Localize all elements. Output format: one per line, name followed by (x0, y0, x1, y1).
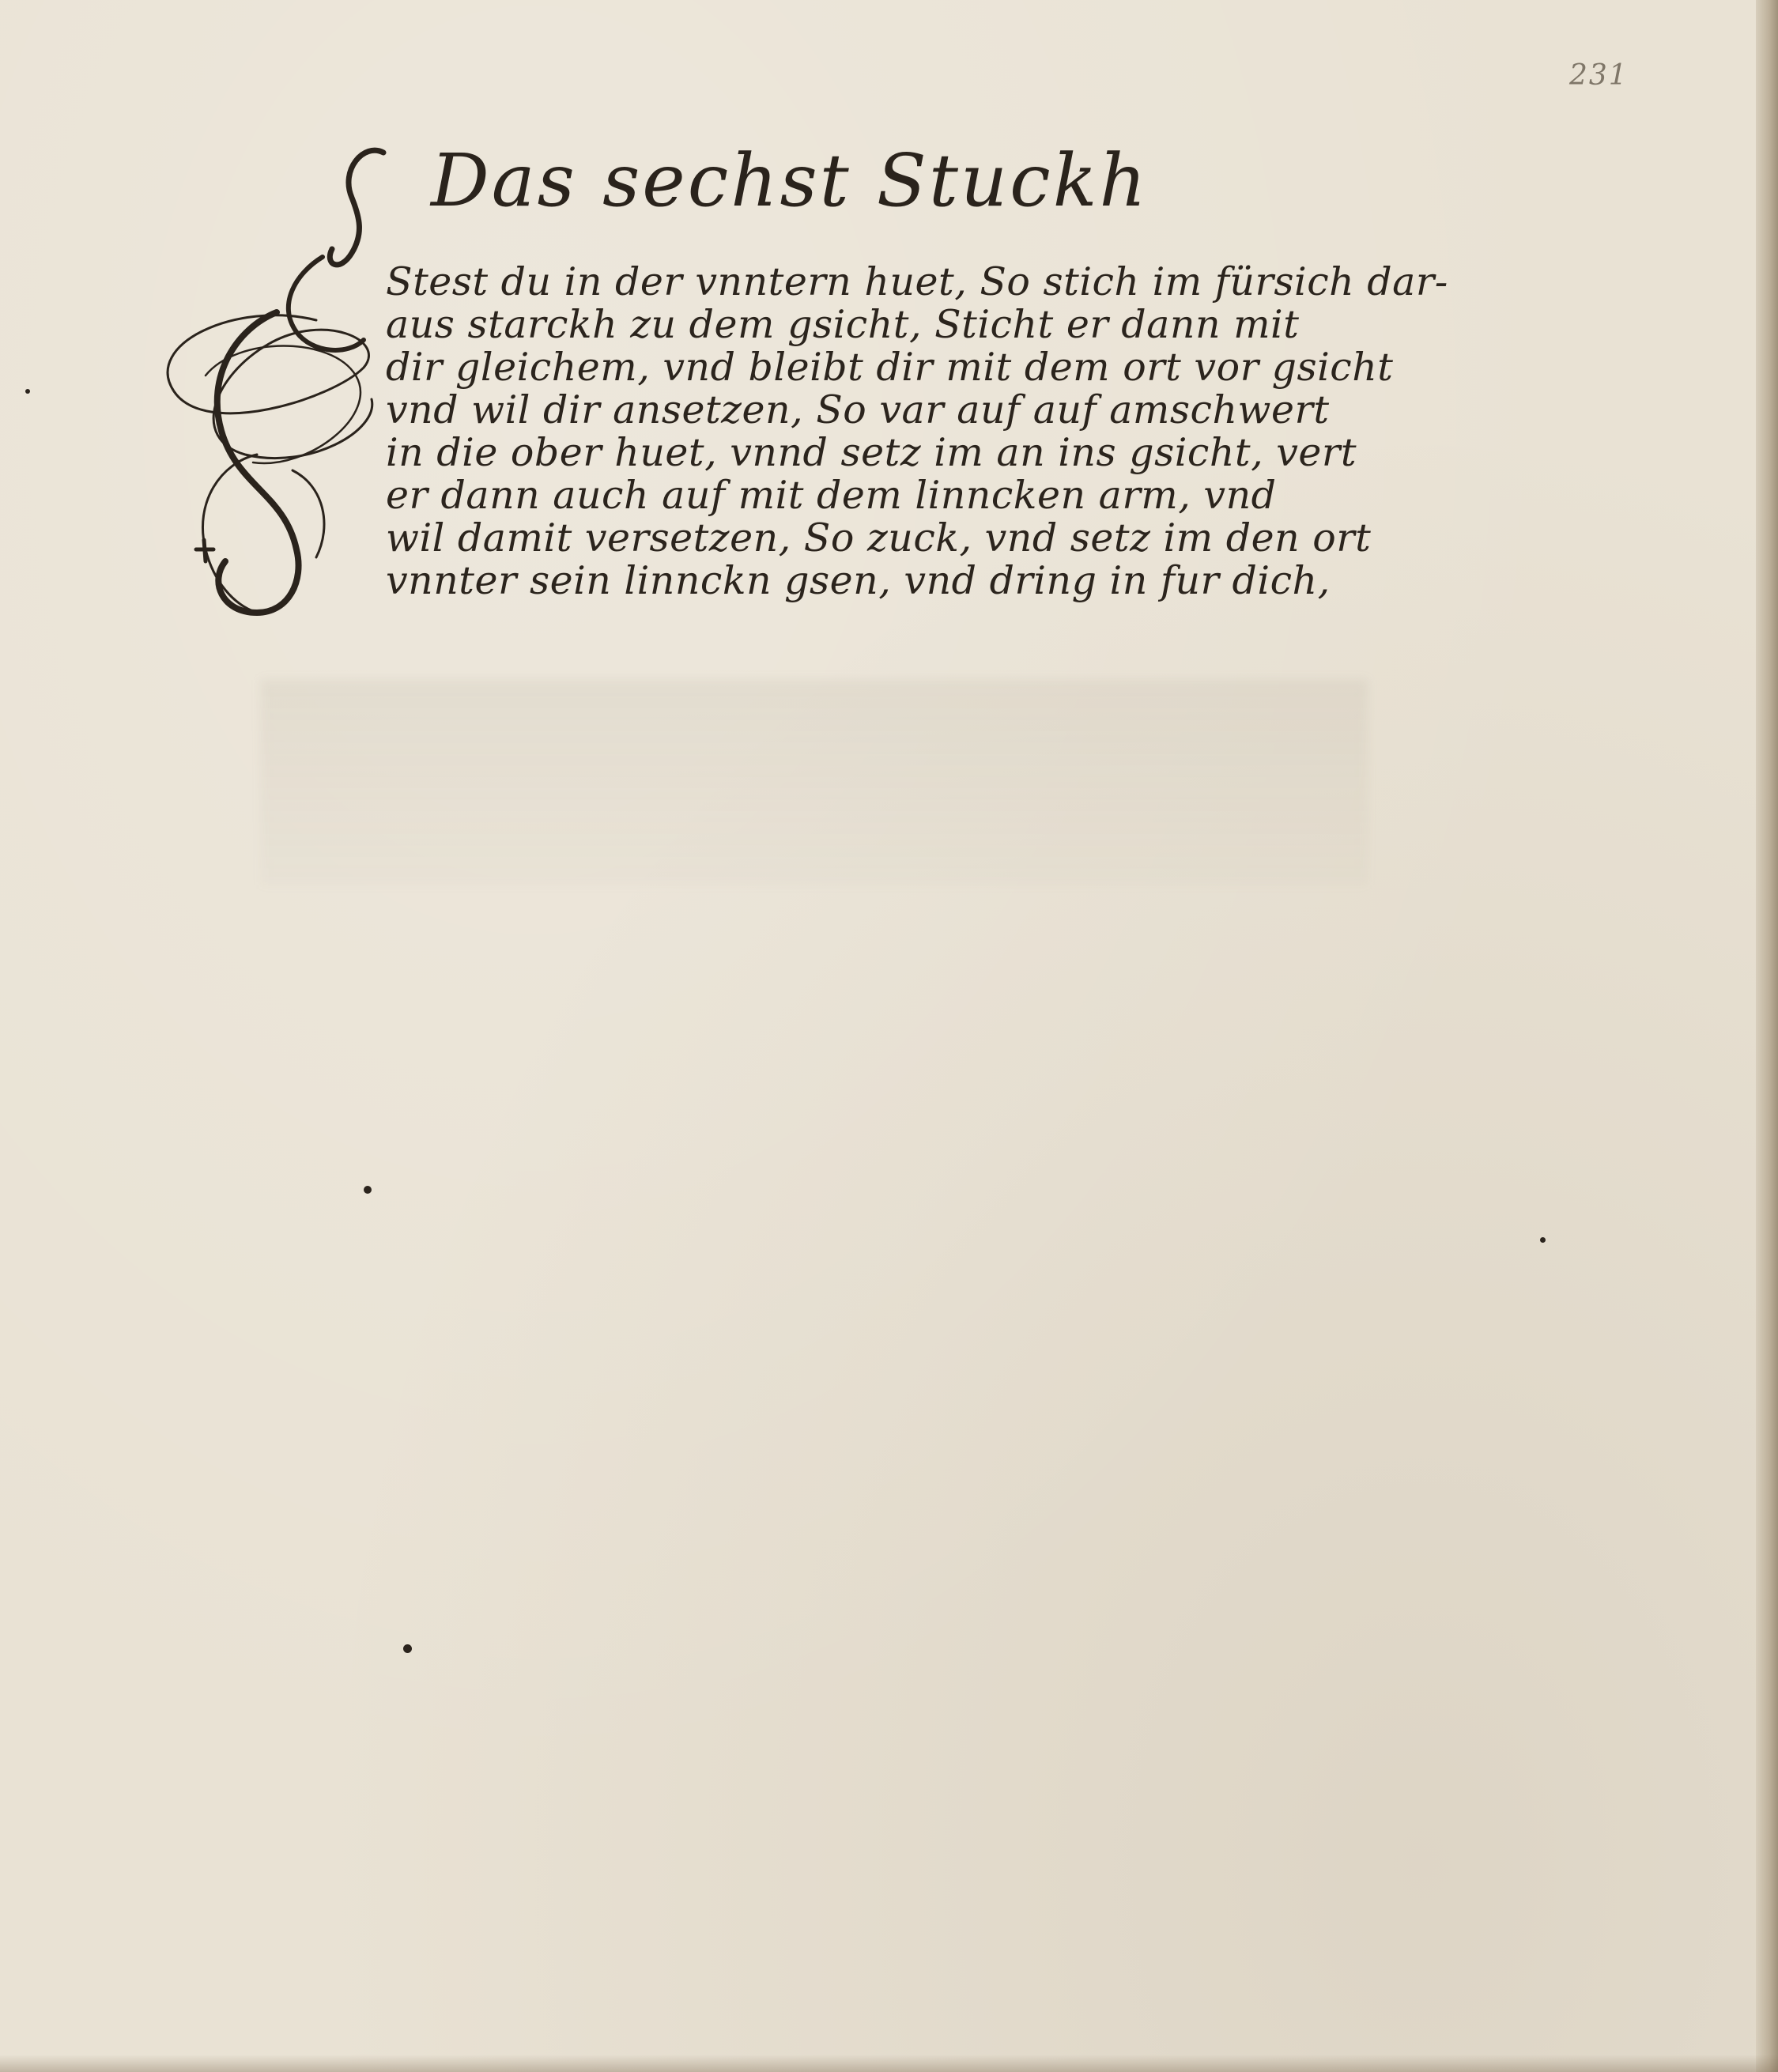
text-line: wil damit versetzen, So zuck, vnd setz im den ort (386, 517, 1372, 560)
page-edge (1756, 0, 1778, 2072)
section-heading: Das sechst Stuckh (431, 138, 1149, 223)
flourished-initial-icon (126, 138, 395, 628)
ink-speck (364, 1186, 372, 1194)
text-line: aus starckh zu dem gsicht, Sticht er dann mit (386, 304, 1300, 346)
text-line: vnd wil dir ansetzen, So var auf auf amschwert (386, 389, 1330, 432)
text-line: in die ober huet, vnnd setz im an ins gsicht, vert (386, 432, 1357, 474)
bleed-through-shadow (261, 680, 1368, 885)
text-line: Stest du in der vnntern huet, So stich im fürsich dar- (386, 261, 1448, 304)
text-line: vnnter sein linnckn gsen, vnd dring in fur dich, (386, 560, 1331, 602)
page-bottom-shadow (0, 2055, 1778, 2072)
folio-number: 231 (1569, 59, 1629, 92)
ink-speck (403, 1644, 412, 1653)
text-line: er dann auch auf mit dem linncken arm, vnd (386, 474, 1277, 517)
ink-speck (1540, 1237, 1546, 1243)
manuscript-text (386, 261, 1524, 602)
ink-speck (25, 389, 30, 394)
text-line: dir gleichem, vnd bleibt dir mit dem ort vor gsicht (386, 346, 1394, 389)
